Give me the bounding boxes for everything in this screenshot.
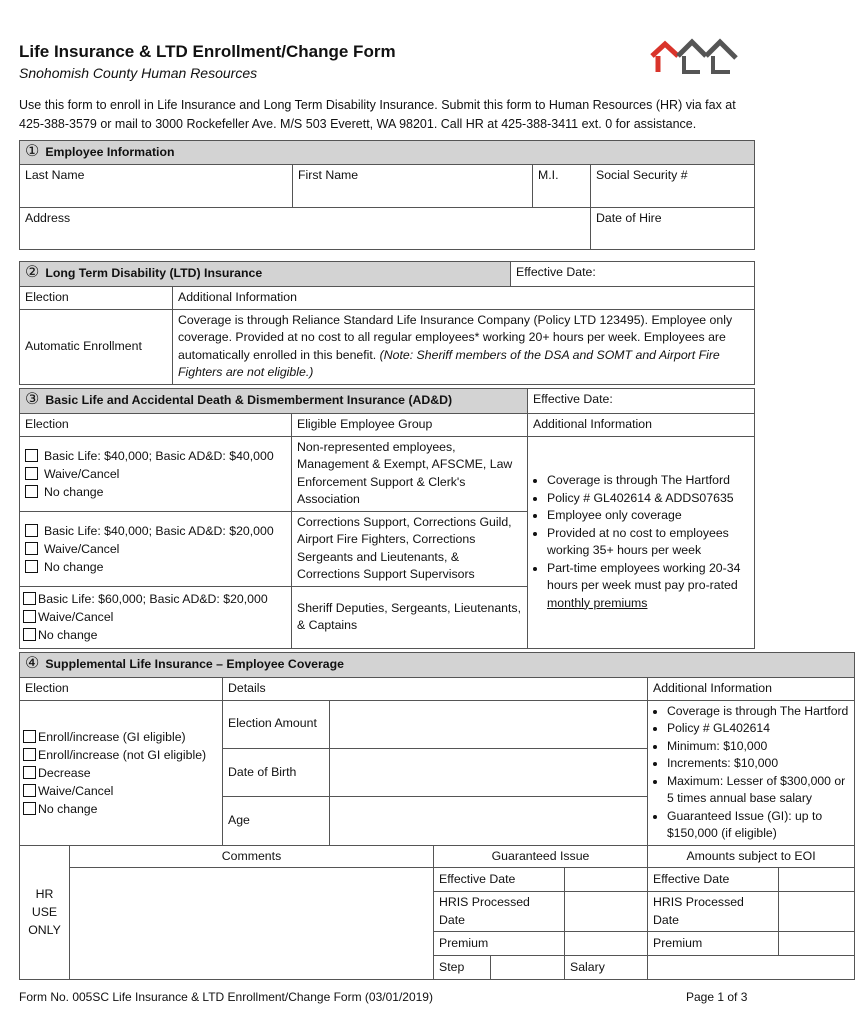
info-bullet: • Coverage is through The Hartford bbox=[547, 472, 749, 490]
address-label: Address bbox=[25, 211, 71, 225]
election-column-header: Election bbox=[20, 287, 173, 310]
checkbox-option[interactable] bbox=[23, 782, 217, 800]
middle-initial-field[interactable] bbox=[533, 165, 591, 208]
checkbox-option[interactable] bbox=[23, 626, 286, 644]
gi-step-label: Step bbox=[434, 956, 491, 980]
option-label: No change bbox=[44, 559, 104, 574]
supplemental-election-options bbox=[20, 700, 223, 845]
ltd-info-note: (Note: Sheriff members of the DSA and SOMT and Airport Fire Fighters are not eligible.) bbox=[178, 347, 720, 379]
gi-hris-date-field[interactable] bbox=[565, 892, 648, 932]
election-amount-label: Election Amount bbox=[223, 700, 330, 748]
date-of-hire-label: Date of Hire bbox=[596, 211, 662, 225]
checkbox-option[interactable] bbox=[23, 728, 217, 746]
ltd-additional-info bbox=[173, 309, 755, 384]
basic-life-option-group-3 bbox=[20, 586, 292, 648]
basic-life-add-section bbox=[19, 388, 755, 649]
option-label: Waive/Cancel bbox=[38, 783, 114, 798]
checkbox-option[interactable] bbox=[25, 540, 286, 558]
section-title: Employee Information bbox=[45, 145, 175, 159]
option-label: Waive/Cancel bbox=[38, 610, 114, 624]
supplemental-life-section bbox=[19, 652, 855, 980]
section-number: ② bbox=[25, 264, 40, 281]
checkbox[interactable] bbox=[23, 802, 36, 815]
checkbox[interactable] bbox=[23, 628, 36, 641]
info-bullet: • Provided at no cost to employees working 35+ hours per week bbox=[547, 525, 749, 560]
ltd-election-value: Automatic Enrollment bbox=[20, 309, 173, 384]
middle-initial-label: M.I. bbox=[538, 168, 559, 182]
ltd-info-text: Coverage is through Reliance Standard Life Insurance Company (Policy LTD 123495). Employee only coverage. Provided at no cost to all regular employees* working 20+ hours per week. Employees are automatically enrolled in this benefit. bbox=[178, 312, 733, 362]
info-bullet: • Policy # GL402614 bbox=[667, 720, 849, 738]
checkbox-option[interactable] bbox=[25, 522, 286, 540]
checkbox-option[interactable] bbox=[23, 590, 286, 608]
basic-life-option-group-2 bbox=[20, 511, 292, 586]
form-subtitle: Snohomish County Human Resources bbox=[19, 65, 258, 81]
option-label: Enroll/increase (not GI eligible) bbox=[38, 747, 207, 762]
details-column-header: Details bbox=[223, 678, 648, 701]
info-bullet: • Maximum: Lesser of $300,000 or 5 times annual base salary bbox=[667, 773, 849, 808]
address-field[interactable] bbox=[20, 208, 591, 250]
info-bullet: • Increments: $10,000 bbox=[667, 755, 849, 773]
first-name-label: First Name bbox=[298, 168, 359, 182]
option-label: Enroll/increase (GI eligible) bbox=[38, 729, 186, 744]
eoi-effective-date-field[interactable] bbox=[779, 868, 855, 892]
date-of-birth-label: Date of Birth bbox=[223, 748, 330, 796]
option-label: No change bbox=[38, 801, 98, 816]
checkbox[interactable] bbox=[23, 766, 36, 779]
eoi-premium-field[interactable] bbox=[779, 932, 855, 956]
monthly-premiums-link[interactable]: monthly premiums bbox=[547, 595, 648, 610]
checkbox[interactable] bbox=[23, 784, 36, 797]
option-label: Basic Life: $60,000; Basic AD&D: $20,000 bbox=[38, 592, 268, 606]
checkbox-option[interactable] bbox=[25, 483, 286, 501]
guaranteed-issue-header: Guaranteed Issue bbox=[434, 845, 648, 868]
form-number: Form No. 005SC Life Insurance & LTD Enrollment/Change Form (03/01/2019) bbox=[19, 990, 433, 1004]
basic-life-option-group-1 bbox=[20, 436, 292, 511]
checkbox[interactable] bbox=[25, 524, 38, 537]
info-bullet: • Coverage is through The Hartford bbox=[667, 703, 849, 721]
eligible-group-1: Non-represented employees, Management & Exempt, AFSCME, Law Enforcement Support & Clerk's Association bbox=[292, 436, 528, 511]
gi-effective-date-field[interactable] bbox=[565, 868, 648, 892]
page-number: Page 1 of 3 bbox=[686, 990, 748, 1004]
gi-effective-date-label: Effective Date bbox=[434, 868, 565, 892]
basic-life-effective-date-field[interactable] bbox=[528, 389, 755, 414]
additional-info-column-header: Additional Information bbox=[528, 414, 755, 437]
ssn-label: Social Security # bbox=[596, 168, 688, 182]
gi-premium-field[interactable] bbox=[565, 932, 648, 956]
checkbox[interactable] bbox=[25, 560, 38, 573]
section-1-header bbox=[20, 141, 755, 165]
date-of-birth-field[interactable] bbox=[330, 748, 648, 796]
option-label: No change bbox=[44, 484, 104, 499]
section-number: ③ bbox=[25, 391, 40, 408]
info-bullet bbox=[547, 560, 749, 613]
checkbox-option[interactable] bbox=[23, 608, 286, 626]
additional-info-column-header: Additional Information bbox=[648, 678, 855, 701]
option-label: Basic Life: $40,000; Basic AD&D: $20,000 bbox=[44, 523, 274, 538]
section-number: ④ bbox=[25, 655, 40, 672]
checkbox-option[interactable] bbox=[23, 746, 217, 764]
gi-hris-date-label: HRIS Processed Date bbox=[434, 892, 565, 932]
info-bullet: • Employee only coverage bbox=[547, 507, 749, 525]
age-label: Age bbox=[223, 797, 330, 845]
basic-life-additional-info bbox=[528, 436, 755, 648]
option-label: Basic Life: $40,000; Basic AD&D: $40,000 bbox=[44, 448, 274, 463]
eoi-premium-label: Premium bbox=[648, 932, 779, 956]
gi-salary-field[interactable] bbox=[648, 956, 855, 980]
info-bullet-text: Part-time employees working 20-34 hours per week must pay pro-rated bbox=[547, 560, 741, 592]
effective-date-label: Effective Date: bbox=[516, 265, 596, 279]
ltd-effective-date-field[interactable] bbox=[511, 262, 755, 287]
checkbox[interactable] bbox=[23, 730, 36, 743]
hr-use-only-text: HR USE ONLY bbox=[28, 887, 61, 938]
last-name-label: Last Name bbox=[25, 168, 85, 182]
option-label: Waive/Cancel bbox=[44, 466, 120, 481]
section-2-header bbox=[20, 262, 511, 287]
election-amount-field[interactable] bbox=[330, 700, 648, 748]
gi-salary-label: Salary bbox=[565, 956, 648, 980]
checkbox-option[interactable] bbox=[25, 447, 286, 465]
gi-step-field[interactable] bbox=[491, 956, 565, 980]
section-title: Basic Life and Accidental Death & Dismemberment Insurance (AD&D) bbox=[45, 393, 453, 407]
comments-header: Comments bbox=[70, 845, 434, 868]
checkbox-option[interactable] bbox=[25, 558, 286, 576]
amounts-eoi-header: Amounts subject to EOI bbox=[648, 845, 855, 868]
checkbox[interactable] bbox=[25, 449, 38, 462]
county-logo-icon bbox=[650, 38, 740, 76]
election-column-header: Election bbox=[20, 414, 292, 437]
checkbox-option[interactable] bbox=[25, 465, 286, 483]
section-number: ① bbox=[25, 143, 40, 160]
info-bullet: • Guaranteed Issue (GI): up to $150,000 (if eligible) bbox=[667, 808, 849, 843]
supplemental-additional-info bbox=[648, 700, 855, 845]
employee-information-section bbox=[19, 140, 755, 250]
hr-use-only-label bbox=[20, 845, 70, 980]
form-title: Life Insurance & LTD Enrollment/Change Form bbox=[19, 42, 396, 61]
option-label: Waive/Cancel bbox=[44, 541, 120, 556]
hr-comments-field[interactable] bbox=[70, 868, 434, 980]
date-of-hire-field[interactable] bbox=[591, 208, 755, 250]
option-label: No change bbox=[38, 628, 98, 642]
section-title: Supplemental Life Insurance – Employee Coverage bbox=[45, 657, 344, 671]
last-name-field[interactable] bbox=[20, 165, 293, 208]
election-column-header: Election bbox=[20, 678, 223, 701]
ltd-section bbox=[19, 261, 755, 385]
checkbox[interactable] bbox=[25, 485, 38, 498]
checkbox[interactable] bbox=[23, 748, 36, 761]
eoi-hris-date-label: HRIS Processed Date bbox=[648, 892, 779, 932]
first-name-field[interactable] bbox=[293, 165, 533, 208]
eoi-hris-date-field[interactable] bbox=[779, 892, 855, 932]
section-4-header bbox=[20, 653, 855, 678]
effective-date-label: Effective Date: bbox=[533, 392, 613, 406]
checkbox[interactable] bbox=[25, 467, 38, 480]
age-field[interactable] bbox=[330, 797, 648, 845]
checkbox-option[interactable] bbox=[23, 764, 217, 782]
intro-text: Use this form to enroll in Life Insurance and Long Term Disability Insurance. Submit this form to Human Resources (HR) via fax at 425-388-3579 or mail to 3000 Rockefeller Ave. M/S 503 Everett, WA 98201. Call HR at 425-388-3411 ext. 0 for assistance. bbox=[19, 98, 736, 131]
eoi-effective-date-label: Effective Date bbox=[648, 868, 779, 892]
ssn-field[interactable] bbox=[591, 165, 755, 208]
section-title: Long Term Disability (LTD) Insurance bbox=[45, 266, 263, 280]
eligible-group-2: Corrections Support, Corrections Guild, Airport Fire Fighters, Corrections Sergeants and Lieutenants, & Corrections Support Supervisors bbox=[292, 511, 528, 586]
info-bullet: • Minimum: $10,000 bbox=[667, 738, 849, 756]
checkbox-option[interactable] bbox=[23, 800, 217, 818]
eligible-group-column-header: Eligible Employee Group bbox=[292, 414, 528, 437]
additional-info-column-header: Additional Information bbox=[173, 287, 755, 310]
checkbox[interactable] bbox=[23, 592, 36, 605]
info-bullet: • Policy # GL402614 & ADDS07635 bbox=[547, 490, 749, 508]
option-label: Decrease bbox=[38, 765, 91, 780]
checkbox[interactable] bbox=[23, 610, 36, 623]
eligible-group-3: Sheriff Deputies, Sergeants, Lieutenants, & Captains bbox=[292, 586, 528, 648]
checkbox[interactable] bbox=[25, 542, 38, 555]
gi-premium-label: Premium bbox=[434, 932, 565, 956]
section-3-header bbox=[20, 389, 528, 414]
